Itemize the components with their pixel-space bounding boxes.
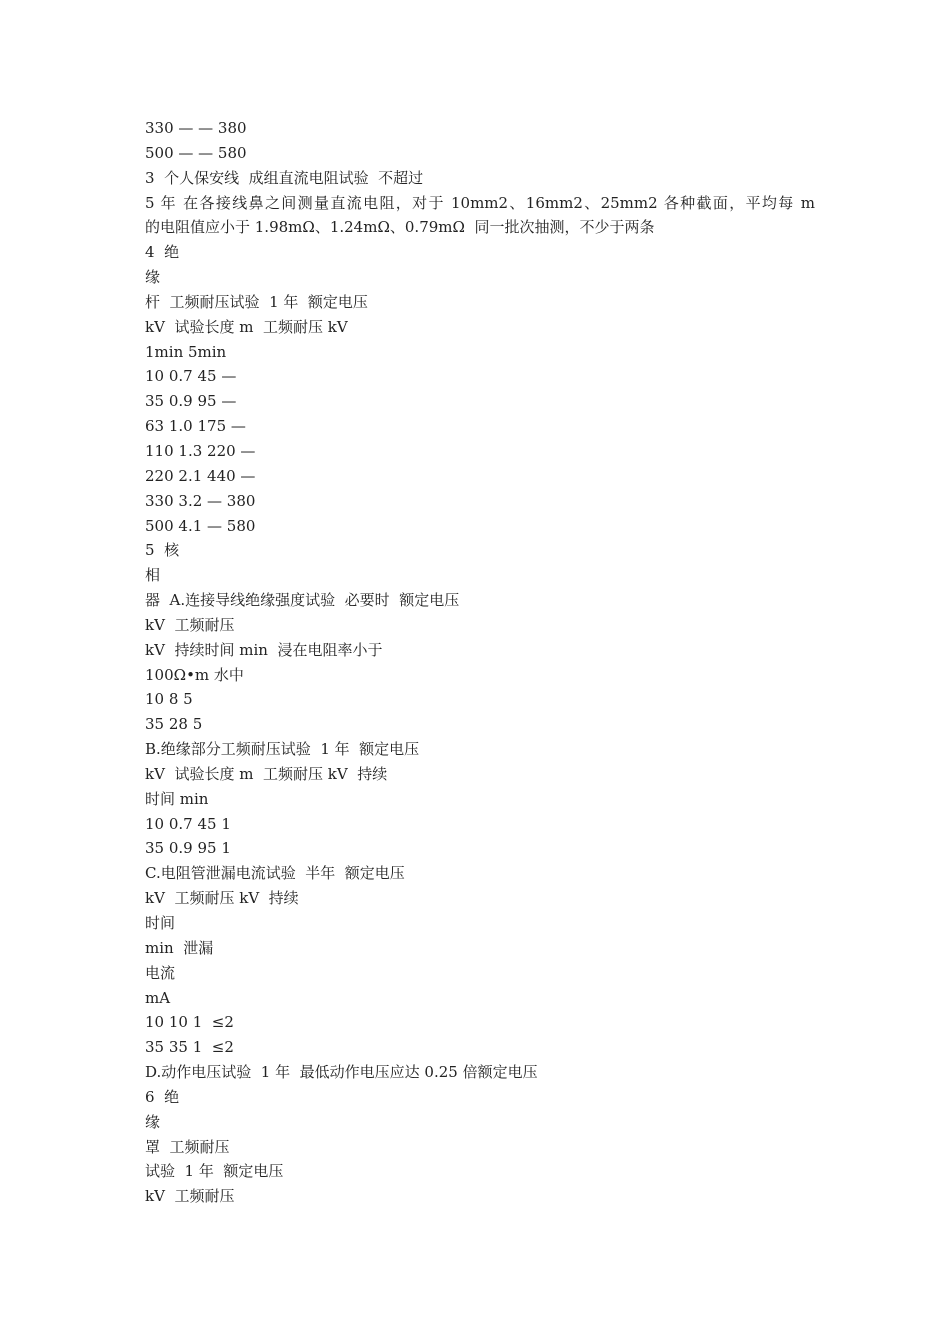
text-line: kV 试验长度 m 工频耐压 kV xyxy=(145,317,348,336)
text-line: D.动作电压试验 1 年 最低动作电压应达 0.25 倍额定电压 xyxy=(145,1063,538,1082)
text-line: 器 A.连接导线绝缘强度试验 必要时 额定电压 xyxy=(145,591,460,610)
text-line: 220 2.1 440 — xyxy=(145,466,256,485)
text-line: kV 工频耐压 kV 持续 xyxy=(145,889,299,908)
text-line: min 泄漏 xyxy=(145,938,214,957)
document-body xyxy=(145,116,815,1209)
text-line: 330 3.2 — 380 xyxy=(145,491,256,510)
text-line: 110 1.3 220 — xyxy=(145,441,256,460)
text-line: 相 xyxy=(145,566,161,585)
text-line: 500 — — 580 xyxy=(145,143,247,162)
text-line: kV 工频耐压 xyxy=(145,1187,235,1206)
text-line: 杆 工频耐压试验 1 年 额定电压 xyxy=(145,292,368,311)
text-line: 10 0.7 45 1 xyxy=(145,814,231,833)
text-line: B.绝缘部分工频耐压试验 1 年 额定电压 xyxy=(145,740,420,759)
text-line: 63 1.0 175 — xyxy=(145,417,246,436)
text-line: 时间 min xyxy=(145,789,209,808)
text-line: 5 年 在各接线鼻之间测量直流电阻，对于 10mm2、16mm2、25mm2 各种截面，平均每 m xyxy=(145,193,815,212)
text-line: 10 8 5 xyxy=(145,690,193,709)
text-line: 的电阻值应小于 1.98mΩ、1.24mΩ、0.79mΩ 同一批次抽测，不少于两条 xyxy=(145,218,655,237)
text-line: 缘 xyxy=(145,1112,161,1131)
text-line: 35 35 1 ≤2 xyxy=(145,1038,234,1057)
text-line: 10 0.7 45 — xyxy=(145,367,237,386)
text-line: kV 工频耐压 xyxy=(145,615,235,634)
text-line: 时间 xyxy=(145,914,176,932)
text-line: C.电阻管泄漏电流试验 半年 额定电压 xyxy=(145,864,405,883)
text-line: 罩 工频耐压 xyxy=(145,1137,230,1156)
text-line: 4 绝 xyxy=(145,243,180,262)
text-line: 试验 1 年 额定电压 xyxy=(145,1162,284,1181)
text-line: 35 0.9 95 1 xyxy=(145,839,231,858)
text-line: 5 核 xyxy=(145,541,180,560)
text-line: mA xyxy=(145,988,171,1007)
text-line: 35 28 5 xyxy=(145,715,203,734)
text-line: kV 持续时间 min 浸在电阻率小于 xyxy=(145,640,383,659)
text-line: 6 绝 xyxy=(145,1087,180,1106)
text-line: 电流 xyxy=(145,963,176,982)
text-line: 3 个人保安线 成组直流电阻试验 不超过 xyxy=(145,168,424,187)
text-line: 1min 5min xyxy=(145,342,227,361)
text-line: 缘 xyxy=(145,268,161,287)
text-line: 500 4.1 — 580 xyxy=(145,516,256,535)
text-line: 100Ω•m 水中 xyxy=(145,665,244,684)
text-line: 330 — — 380 xyxy=(145,119,247,137)
text-line: 35 0.9 95 — xyxy=(145,392,237,411)
text-line: 10 10 1 ≤2 xyxy=(145,1013,234,1032)
text-line: kV 试验长度 m 工频耐压 kV 持续 xyxy=(145,764,388,783)
